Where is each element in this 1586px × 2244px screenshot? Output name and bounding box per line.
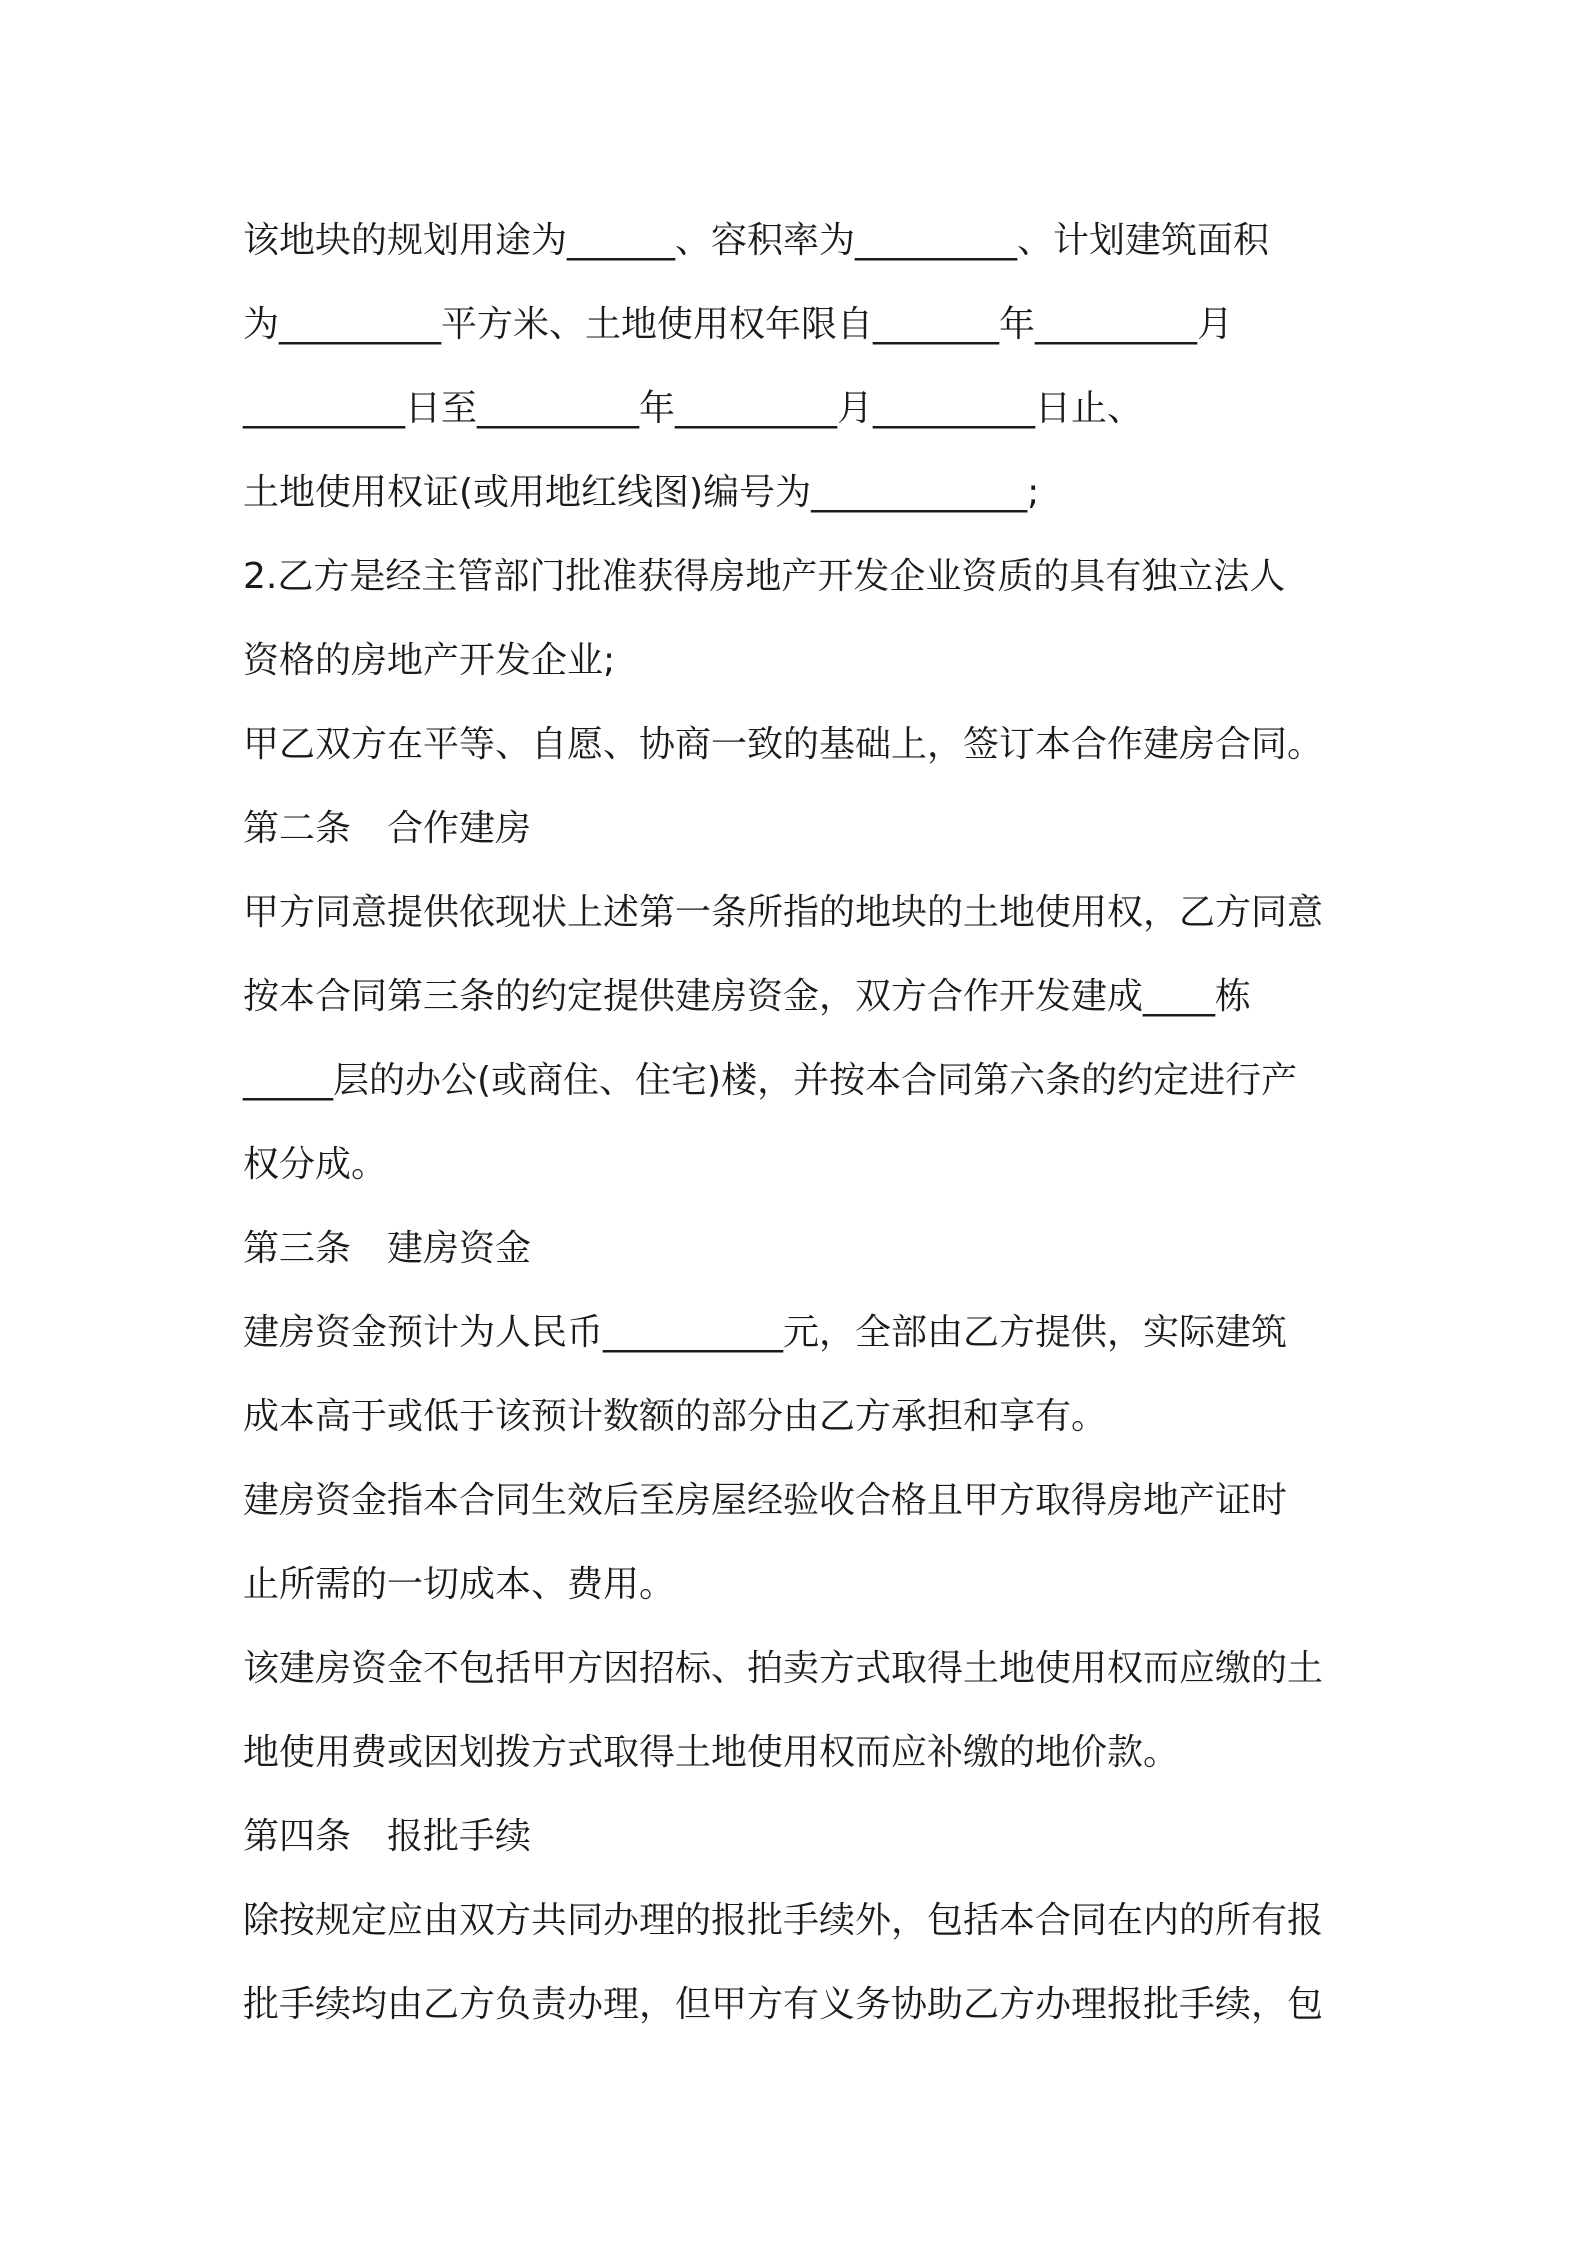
section-heading-article-3: 第三条 建房资金 [243, 1228, 532, 1269]
text-line: 资格的房地产开发企业; [243, 640, 616, 681]
text-line: 为_________平方米、土地使用权年限自_______年_________月 [243, 304, 1234, 345]
text-line: 该地块的规划用途为______、容积率为_________、计划建筑面积 [243, 220, 1270, 261]
section-heading-article-4: 第四条 报批手续 [243, 1816, 532, 1857]
text-line: 建房资金指本合同生效后至房屋经验收合格且甲方取得房地产证时 [243, 1480, 1288, 1521]
text-line: 甲方同意提供依现状上述第一条所指的地块的土地使用权，乙方同意 [243, 892, 1324, 933]
text-line: 地使用费或因划拨方式取得土地使用权而应补缴的地价款。 [243, 1732, 1180, 1773]
text-line: 建房资金预计为人民币__________元，全部由乙方提供，实际建筑 [243, 1312, 1288, 1353]
section-heading-article-2: 第二条 合作建房 [243, 808, 532, 849]
text-line: _________日至_________年_________月_________日止、 [243, 388, 1144, 429]
text-line: 甲乙双方在平等、自愿、协商一致的基础上，签订本合作建房合同。 [243, 724, 1324, 765]
text-line: 该建房资金不包括甲方因招标、拍卖方式取得土地使用权而应缴的土 [243, 1648, 1324, 1689]
text-line: 土地使用权证(或用地红线图)编号为____________; [243, 472, 1040, 513]
text-line: 按本合同第三条的约定提供建房资金，双方合作开发建成____栋 [243, 976, 1252, 1017]
document-body [243, 199, 1363, 2047]
text-line: 权分成。 [243, 1144, 388, 1185]
text-line: 止所需的一切成本、费用。 [243, 1564, 676, 1605]
text-line: 成本高于或低于该预计数额的部分由乙方承担和享有。 [243, 1396, 1108, 1437]
text-line: 2.乙方是经主管部门批准获得房地产开发企业资质的具有独立法人 [243, 556, 1286, 597]
text-line: 除按规定应由双方共同办理的报批手续外，包括本合同在内的所有报 [243, 1900, 1324, 1941]
text-line: _____层的办公(或商住、住宅)楼，并按本合同第六条的约定进行产 [243, 1060, 1298, 1101]
text-line: 批手续均由乙方负责办理，但甲方有义务协助乙方办理报批手续，包 [243, 1984, 1324, 2025]
